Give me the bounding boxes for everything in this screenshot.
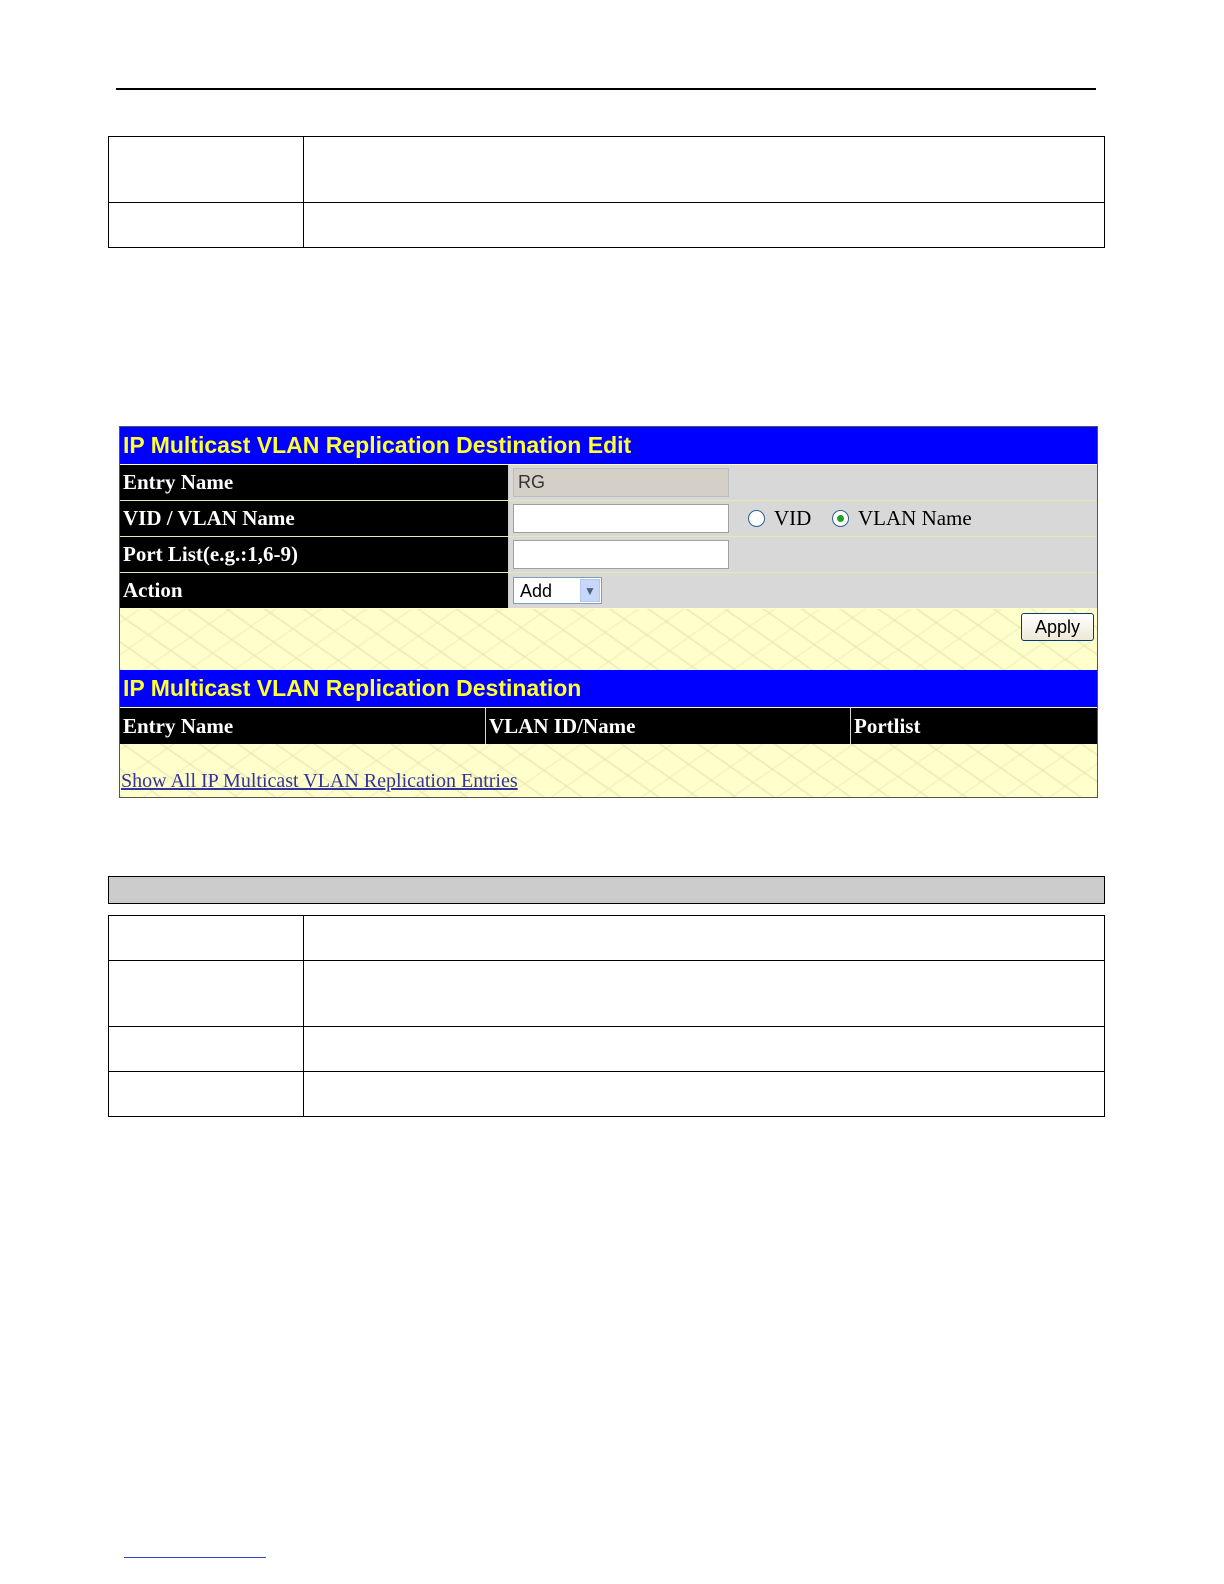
- table-row: [109, 203, 1105, 248]
- vid-vlan-name-input[interactable]: [513, 504, 729, 533]
- description-table-bottom: [108, 915, 1105, 1117]
- action-select-value: Add: [520, 581, 553, 601]
- radio-vid[interactable]: [748, 510, 765, 527]
- entry-name-input: [513, 468, 729, 497]
- apply-area: [120, 609, 1097, 670]
- column-header-entry-name: Entry Name: [123, 714, 234, 738]
- radio-vid-label: VID: [774, 506, 812, 530]
- radio-vlan-name-option[interactable]: [832, 501, 972, 536]
- entry-name-label: Entry Name: [120, 465, 509, 500]
- edit-form-title: IP Multicast VLAN Replication Destination Edit: [120, 427, 1097, 464]
- chevron-down-icon[interactable]: ▼: [580, 579, 600, 602]
- vid-vlan-name-label: VID / VLAN Name: [120, 501, 509, 536]
- column-header-portlist: Portlist: [850, 708, 1097, 744]
- action-select[interactable]: [513, 577, 602, 604]
- port-list-row: [120, 537, 1097, 572]
- action-row: [120, 573, 1097, 608]
- table-row: [109, 1072, 1105, 1117]
- port-list-input[interactable]: [513, 540, 729, 569]
- description-table-top: [108, 136, 1105, 248]
- web-ui-panel: [119, 426, 1098, 798]
- table-row: [109, 137, 1105, 203]
- radio-vid-option[interactable]: [748, 501, 811, 536]
- table-row: [109, 916, 1105, 961]
- apply-button[interactable]: Apply: [1021, 613, 1094, 641]
- description-table-header: [108, 876, 1105, 904]
- footer-rule: [124, 1557, 266, 1558]
- header-rule: [116, 88, 1096, 90]
- port-list-label: Port List(e.g.:1,6-9): [120, 537, 509, 572]
- vid-vlan-row: [120, 501, 1097, 536]
- table-row: [109, 961, 1105, 1027]
- action-label: Action: [120, 573, 509, 608]
- table-row: [109, 1027, 1105, 1072]
- show-all-entries-link[interactable]: Show All IP Multicast VLAN Replication Entries: [121, 770, 518, 792]
- radio-vlan-name[interactable]: [832, 510, 849, 527]
- radio-vlan-name-label: VLAN Name: [858, 506, 972, 530]
- destination-table-title: IP Multicast VLAN Replication Destination: [120, 670, 1097, 707]
- column-header-vlan-id-name: VLAN ID/Name: [485, 708, 850, 744]
- destination-table-header: [120, 708, 1097, 744]
- entry-name-row: [120, 465, 1097, 500]
